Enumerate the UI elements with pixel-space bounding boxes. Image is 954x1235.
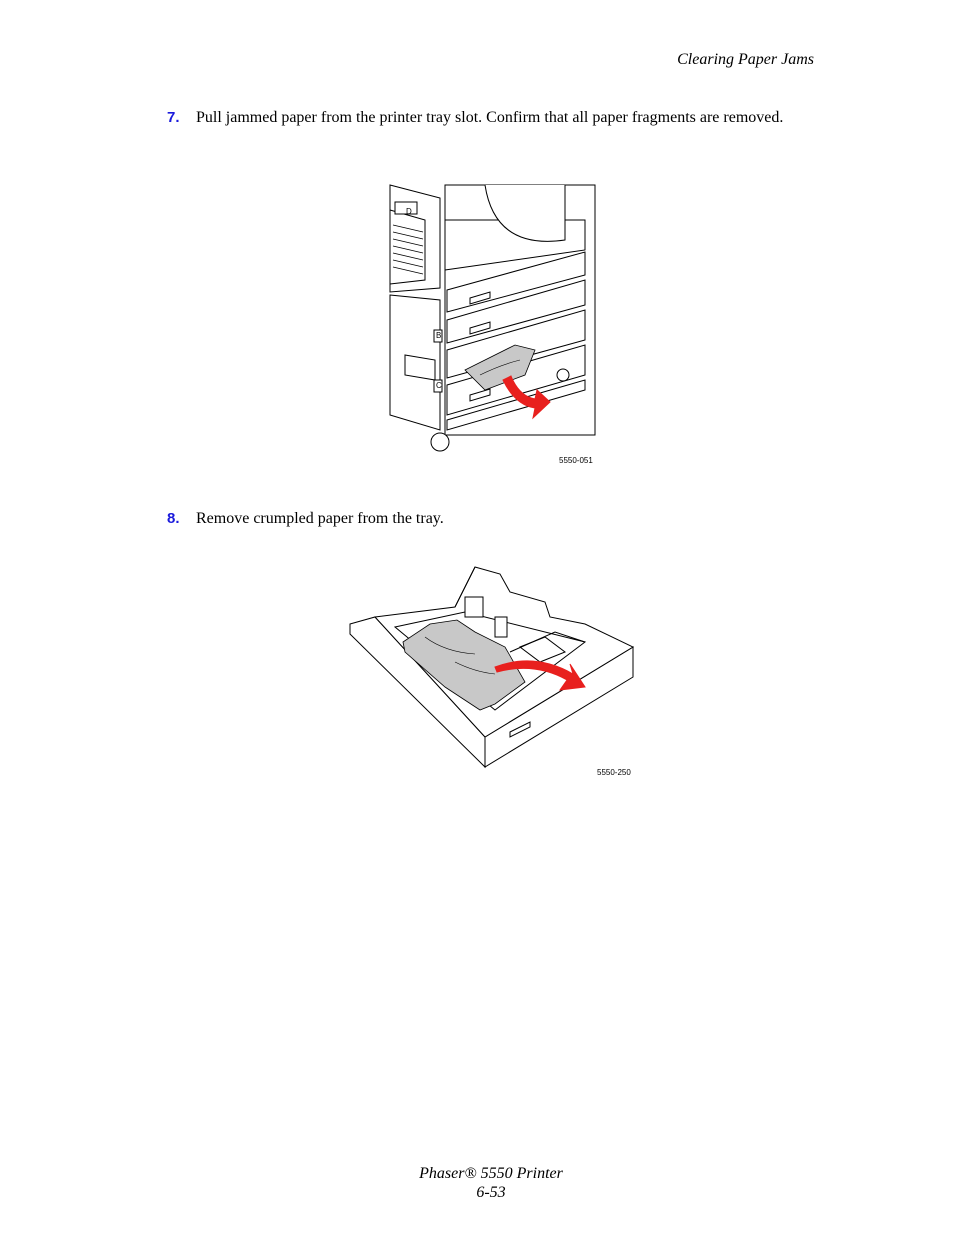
step-text: Remove crumpled paper from the tray.: [196, 510, 444, 527]
footer-page-number: 6-53: [476, 1184, 506, 1201]
door-letter-b: B: [436, 331, 442, 340]
door-letter-d: D: [406, 207, 412, 216]
footer-product: Phaser® 5550 Printer: [419, 1165, 563, 1182]
printer-illustration: [385, 180, 600, 455]
step-8: [167, 508, 787, 529]
figure-label: 5550-250: [597, 768, 631, 777]
step-7: [167, 107, 787, 128]
figure-label: 5550-051: [559, 456, 593, 465]
running-header: Clearing Paper Jams: [677, 51, 814, 68]
door-letter-c: C: [436, 381, 442, 390]
step-number: 7.: [167, 109, 180, 126]
tray-illustration: [345, 562, 637, 770]
page-footer: [0, 1164, 954, 1202]
step-number: 8.: [167, 510, 180, 527]
step-text: Pull jammed paper from the printer tray slot. Confirm that all paper fragments are removed.: [196, 109, 784, 126]
